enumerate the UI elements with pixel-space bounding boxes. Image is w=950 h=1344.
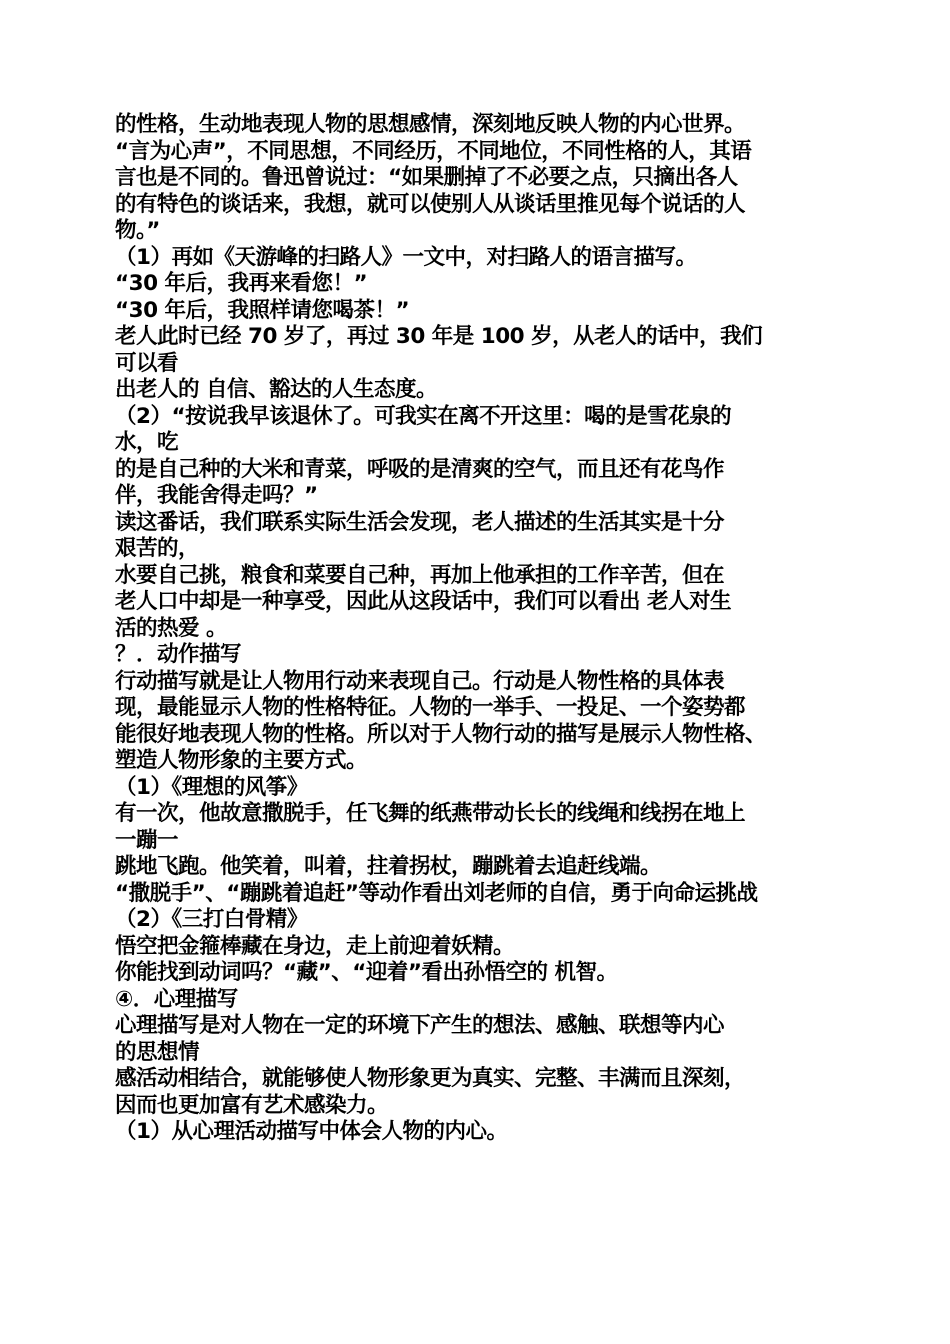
section-heading-psychology: ④．心理描写 — [115, 986, 238, 1012]
section-heading-action: ？．动作描写 — [115, 642, 242, 667]
text-line: “言为心声”，不同思想，不同经历，不同地位，不同性格的人，其语 — [115, 138, 752, 164]
text-line: 的是自己种的大米和青菜，呼吸的是清爽的空气，而且还有花鸟作 — [115, 456, 725, 482]
text-line: 有一次，他故意撒脱手，任飞舞的纸燕带动长长的线绳和线拐在地上 — [115, 801, 746, 826]
text-line: （1）《理想的风筝》 — [115, 774, 308, 800]
text-line: 因而也更加富有艺术感染力。 — [115, 1092, 389, 1118]
text-line: 行动描写就是让人物用行动来表现自己。行动是人物性格的具体表 — [115, 668, 725, 694]
text-line: （2）“按说我早该退休了。可我实在离不开这里：喝的是雪花泉的 — [115, 403, 732, 429]
text-line: 艰苦的， — [115, 536, 200, 561]
text-line: 你能找到动词吗？“藏”、“迎着”看出孙悟空的 机智。 — [115, 960, 618, 985]
text-line: 伴，我能舍得走吗？” — [115, 483, 318, 508]
document-body — [115, 112, 850, 1146]
text-line: 的有特色的谈话来，我想，就可以使别人从谈话里推见每个说话的人 — [115, 191, 746, 217]
text-line: 老人口中却是一种享受，因此从这段话中，我们可以看出 老人对生 — [115, 589, 731, 614]
text-line: 的思想情 — [115, 1039, 200, 1065]
text-line: “30 年后，我再来看您！” — [115, 271, 368, 296]
text-line: 心理描写是对人物在一定的环境下产生的想法、感触、联想等内心 — [115, 1013, 725, 1038]
text-line: 老人此时已经 70 岁了，再过 30 年是 100 岁，从老人的话中，我们 — [115, 324, 763, 349]
text-line: （1）再如《天游峰的扫路人》一文中，对扫路人的语言描写。 — [115, 244, 697, 270]
text-line: 跳地飞跑。他笑着，叫着，拄着拐杖，蹦跳着去追赶线端。 — [115, 854, 662, 879]
text-line: 可以看 — [115, 350, 179, 376]
text-line: 出老人的 自信、豁达的人生态度。 — [115, 377, 437, 402]
text-line: 塑造人物形象的主要方式。 — [115, 748, 368, 773]
text-line: 现，最能显示人物的性格特征。人物的一举手、一投足、一个姿势都 — [115, 695, 746, 720]
text-line: （1）从心理活动描写中体会人物的内心。 — [115, 1119, 508, 1144]
text-line: 言也是不同的。鲁迅曾说过：“如果删掉了不必要之点，只摘出各人 — [115, 165, 738, 190]
text-line: 水要自己挑，粮食和菜要自己种，再加上他承担的工作辛苦，但在 — [115, 562, 725, 588]
text-line: 物。” — [115, 218, 160, 243]
text-line: 一蹦一 — [115, 827, 179, 853]
text-line: （2）《三打白骨精》 — [115, 907, 308, 932]
text-line: 感活动相结合，就能够使人物形象更为真实、完整、丰满而且深刻， — [115, 1066, 746, 1091]
text-line: 活的热爱 。 — [115, 615, 227, 641]
text-line: 水，吃 — [115, 430, 179, 455]
text-line: 悟空把金箍棒藏在身边，走上前迎着妖精。 — [115, 933, 515, 959]
text-line: 读这番话，我们联系实际生活会发现，老人描述的生活其实是十分 — [115, 509, 725, 535]
text-line: “撒脱手”、“蹦跳着追赶”等动作看出刘老师的自信，勇于向命运挑战 — [115, 880, 758, 906]
text-line: 的性格，生动地表现人物的思想感情，深刻地反映人物的内心世界。 — [115, 112, 746, 137]
text-line: “30 年后，我照样请您喝茶！” — [115, 297, 410, 323]
text-line: 能很好地表现人物的性格。所以对于人物行动的描写是展示人物性格、 — [115, 721, 767, 747]
